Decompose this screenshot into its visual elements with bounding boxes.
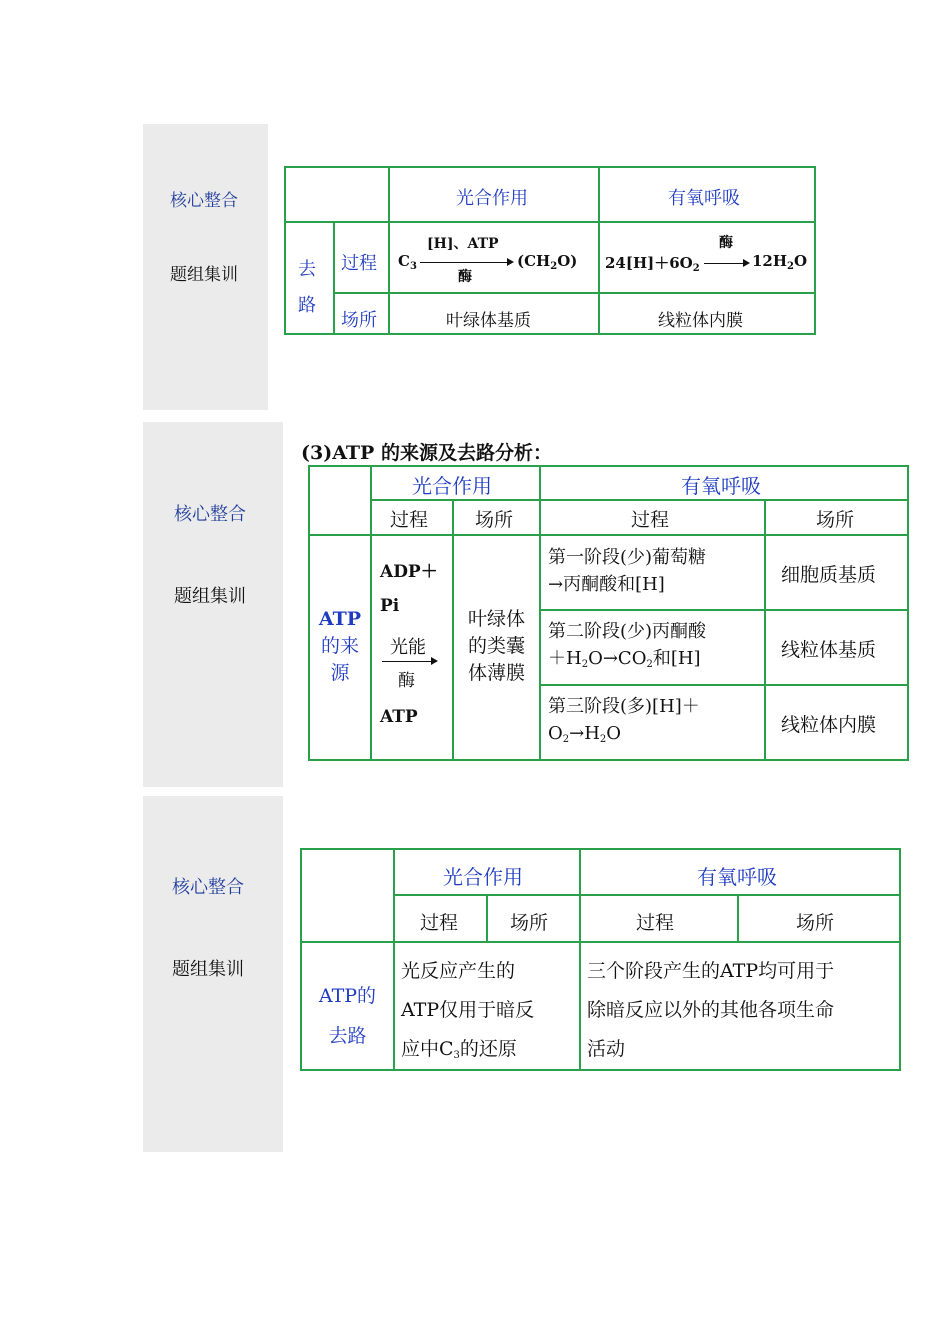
header-photosynthesis: 光合作用 <box>456 188 528 209</box>
row-label-atp-use: ATP的 去路 <box>318 985 377 1047</box>
side-nav-core[interactable]: 核心整合 <box>174 504 246 525</box>
side-nav-practice[interactable]: 题组集训 <box>170 265 238 285</box>
row-place-label: 场所 <box>341 310 377 331</box>
slide-panel-1 <box>143 124 823 410</box>
table-3 <box>300 848 901 1071</box>
side-nav <box>143 422 283 787</box>
reaction-arrow <box>420 262 512 263</box>
row-group-label: 去路 <box>298 259 316 316</box>
subheader-process: 过程 <box>636 912 675 934</box>
subheader-place: 场所 <box>510 912 549 934</box>
side-nav <box>143 796 283 1152</box>
header-respiration: 有氧呼吸 <box>697 865 777 889</box>
side-nav <box>143 124 268 410</box>
side-nav-practice[interactable]: 题组集训 <box>174 586 246 607</box>
subheader-place: 场所 <box>475 509 514 531</box>
subheader-process: 过程 <box>631 509 670 531</box>
stage-1: 第一阶段(少)葡萄糖 →丙酮酸和[H] <box>548 547 707 595</box>
side-nav-core[interactable]: 核心整合 <box>172 877 244 898</box>
resp-equation: $24[H]+6O_2$ 酶 $12H_2O$ <box>605 235 808 274</box>
subheader-place: 场所 <box>796 912 835 934</box>
table-1 <box>284 166 816 335</box>
stage-3: 第三阶段(多)[H]＋ $O_2\to H_2O$ <box>548 696 700 745</box>
row-process-label: 过程 <box>341 253 377 274</box>
resp-atp-use: 三个阶段产生的ATP均可用于 除暗反应以外的其他各项生命 活动 <box>587 960 835 1060</box>
stage-3-place: 线粒体内膜 <box>781 714 877 736</box>
reaction-arrow <box>382 661 436 662</box>
row-label-atp-source: ATP 的来 源 <box>318 608 362 684</box>
stage-2-place: 线粒体基质 <box>781 639 877 661</box>
table-2: 光合作用 有氧呼吸 过程 场所 过程 场所 ATP 的来 源 ADP＋ Pi 光能 酶 ATP 叶绿体 的类囊 体薄膜 第一阶段(少)葡萄糖 →丙酮酸和[H] 细胞质基质 第二阶段(少)丙酮酸 $+H_2O\to CO_2$和[H] 线粒体基质 第三阶段(多)[H]＋ $O_2\to H_2O$ 线粒体内膜 <box>308 465 909 761</box>
header-photosynthesis: 光合作用 <box>412 474 492 498</box>
photo-atp-use: 光反应产生的 ATP仅用于暗反 应中$C_3$的还原 <box>401 960 535 1061</box>
section-title: (3)ATP 的来源及去路分析： <box>301 442 552 464</box>
subheader-process: 过程 <box>420 912 459 934</box>
resp-place: 线粒体内膜 <box>658 311 743 331</box>
header-respiration: 有氧呼吸 <box>681 474 761 498</box>
side-nav-core[interactable]: 核心整合 <box>170 191 238 211</box>
slide-panel-3 <box>143 796 933 1152</box>
reaction-arrow <box>704 263 748 264</box>
subheader-place: 场所 <box>816 509 855 531</box>
header-photosynthesis: 光合作用 <box>443 865 523 889</box>
slide-panel-2 <box>143 422 923 787</box>
subheader-process: 过程 <box>390 509 429 531</box>
side-nav-practice[interactable]: 题组集训 <box>172 959 244 980</box>
stage-2: 第二阶段(少)丙酮酸 $+H_2O\to CO_2$和[H] <box>548 621 707 670</box>
stage-1-place: 细胞质基质 <box>781 564 877 586</box>
photo-place: 叶绿体基质 <box>446 311 531 331</box>
header-respiration: 有氧呼吸 <box>668 188 740 209</box>
photo-equation: $C_3$ [H]、ATP 酶 $(CH_2O)$ <box>398 236 578 285</box>
photo-place: 叶绿体 的类囊 体薄膜 <box>467 608 525 684</box>
